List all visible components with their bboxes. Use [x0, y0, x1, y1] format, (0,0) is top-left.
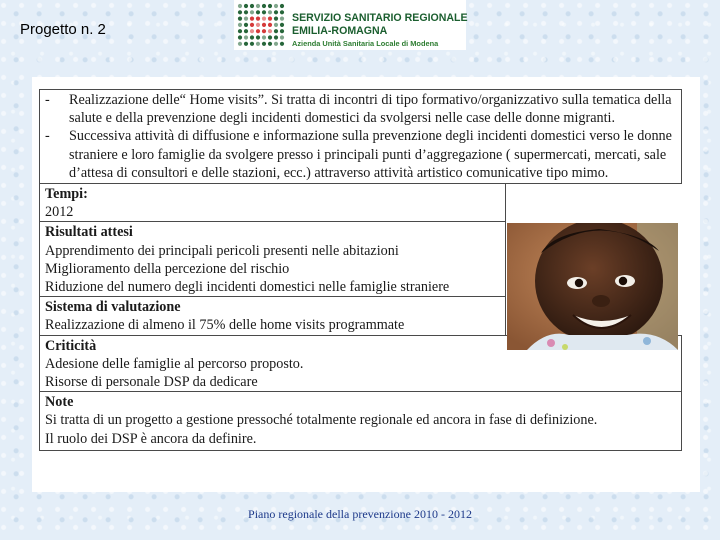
logo-dot — [274, 23, 278, 27]
logo-dot — [256, 17, 260, 21]
logo-dot — [268, 17, 272, 21]
note-row — [40, 392, 682, 451]
tempi-heading: Tempi: — [45, 186, 88, 203]
risultati-item: Miglioramento della percezione del rischio — [45, 260, 290, 277]
logo-dot — [280, 23, 284, 27]
logo-dot — [238, 17, 242, 21]
risultati-item: Riduzione del numero degli incidenti domestici nelle famiglie straniere — [45, 279, 450, 296]
logo-dot — [262, 35, 266, 39]
logo-dot — [238, 42, 242, 46]
logo-dot — [280, 29, 284, 33]
logo-dot — [280, 42, 284, 46]
logo-dot — [268, 29, 272, 33]
logo-dot — [238, 29, 242, 33]
logo-dot — [250, 23, 254, 27]
logo-dot — [250, 29, 254, 33]
logo-dot — [250, 10, 254, 14]
logo-line-3: Azienda Unità Sanitaria Locale di Modena — [292, 39, 439, 48]
logo-dot — [262, 42, 266, 46]
logo-dot — [268, 4, 272, 8]
logo-dot — [244, 42, 248, 46]
logo-dot — [244, 17, 248, 21]
action-item — [45, 127, 676, 182]
logo-line-2: EMILIA-ROMAGNA — [292, 25, 388, 37]
logo-dot — [250, 17, 254, 21]
logo-dot — [256, 42, 260, 46]
child-photo — [507, 223, 678, 350]
footer-text: Piano regionale della prevenzione 2010 - 2012 — [248, 507, 472, 521]
logo-dot — [262, 17, 266, 21]
logo-dot — [268, 23, 272, 27]
logo-dot — [256, 35, 260, 39]
valutazione-value: Realizzazione di almeno il 75% delle home visits programmate — [45, 317, 405, 334]
logo-dot — [256, 29, 260, 33]
criticita-item: Risorse di personale DSP da dedicare — [45, 374, 258, 391]
logo-dot — [280, 35, 284, 39]
logo-dot — [274, 42, 278, 46]
logo-dot — [250, 35, 254, 39]
logo-dot — [250, 42, 254, 46]
logo-dot — [238, 10, 242, 14]
dash-marker: - — [45, 128, 50, 145]
criticita-heading: Criticità — [45, 337, 97, 354]
logo-dot — [280, 4, 284, 8]
logo-dot-grid-icon — [236, 2, 286, 48]
logo-dot — [244, 29, 248, 33]
logo-dot — [268, 42, 272, 46]
logo-dot — [262, 10, 266, 14]
logo-line-1: SERVIZIO SANITARIO REGIONALE — [292, 12, 468, 24]
logo-dot — [280, 10, 284, 14]
logo-dot — [238, 35, 242, 39]
actions-row — [40, 90, 682, 184]
logo-dot — [238, 4, 242, 8]
logo-dot — [244, 4, 248, 8]
tempi-row — [40, 184, 682, 222]
logo-dot — [268, 10, 272, 14]
logo-dot — [262, 23, 266, 27]
logo-dot — [244, 23, 248, 27]
logo-dot — [244, 10, 248, 14]
logo-dot — [244, 35, 248, 39]
action-text: Successiva attività di diffusione e informazione sulla prevenzione degli incidenti domestici verso le donne straniere e loro famiglie da svolgere presso i principali punti d’aggregazione ( supermercati, mercati, sale d’attesa di consultori e delle stazioni, ecc.) attraverso attività artistico comunicative tipo mimo. — [69, 128, 672, 181]
logo-dot — [256, 10, 260, 14]
logo-dot — [274, 35, 278, 39]
risultati-heading: Risultati attesi — [45, 224, 133, 241]
logo-dot — [280, 17, 284, 21]
logo-dot — [274, 10, 278, 14]
logo-dot — [256, 23, 260, 27]
logo-dot — [250, 4, 254, 8]
logo-dot — [268, 35, 272, 39]
note-line: Il ruolo dei DSP è ancora da definire. — [45, 430, 257, 447]
logo-dot — [274, 29, 278, 33]
criticita-item: Adesione delle famiglie al percorso proposto. — [45, 355, 304, 372]
note-line: Si tratta di un progetto a gestione pressoché totalmente regionale ed ancora in fase di definizione. — [45, 412, 598, 429]
logo-dot — [274, 4, 278, 8]
content-panel — [32, 77, 700, 492]
risultati-item: Apprendimento dei principali pericoli presenti nelle abitazioni — [45, 242, 399, 259]
dash-marker: - — [45, 92, 50, 108]
logo-dot — [262, 4, 266, 8]
logo-dot — [262, 29, 266, 33]
action-text: Realizzazione delle“ Home visits”. Si tratta di incontri di tipo formativo/organizzativo sulla tematica della salute e della prevenzione degli incidenti domestici da svolgersi nelle case delle donne migranti. — [69, 92, 672, 127]
logo-dot — [238, 23, 242, 27]
ssr-emilia-romagna-logo — [234, 0, 466, 50]
logo-dot — [274, 17, 278, 21]
action-item — [45, 91, 676, 127]
note-heading: Note — [45, 394, 74, 411]
valutazione-heading: Sistema di valutazione — [45, 299, 181, 316]
slide-title: Progetto n. 2 — [20, 21, 106, 38]
logo-dot — [256, 4, 260, 8]
tempi-value: 2012 — [45, 204, 74, 221]
